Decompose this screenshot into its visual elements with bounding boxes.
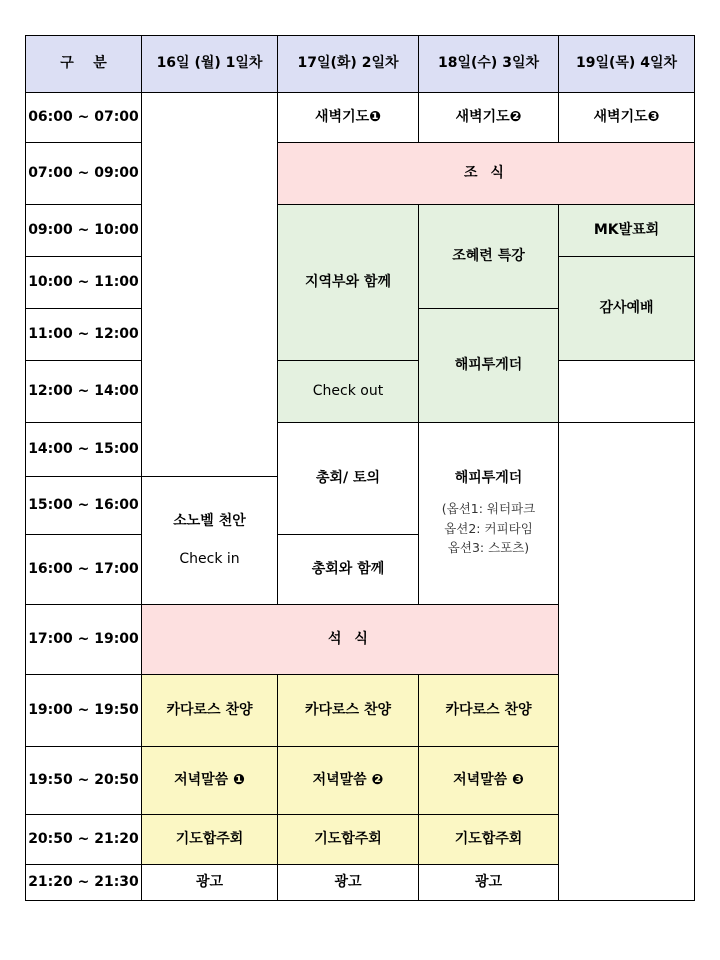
header-day1: 16일 (월) 1일차 bbox=[142, 36, 278, 93]
options-list bbox=[419, 499, 558, 557]
header-day4: 19일(목) 4일차 bbox=[559, 36, 695, 93]
time-cell: 21:20 ~ 21:30 bbox=[26, 865, 142, 901]
event-breakfast: 조 식 bbox=[278, 143, 695, 205]
event-announcement-day2: 광고 bbox=[278, 865, 419, 901]
event-dawn-prayer-1: 새벽기도❶ bbox=[278, 93, 419, 143]
header-row bbox=[26, 36, 695, 93]
time-cell: 14:00 ~ 15:00 bbox=[26, 423, 142, 477]
event-dawn-prayer-3: 새벽기도❸ bbox=[559, 93, 695, 143]
event-sermon-day2: 저녁말씀 ❷ bbox=[278, 747, 419, 815]
event-mk-presentation: MK발표회 bbox=[559, 205, 695, 257]
event-arrival bbox=[142, 477, 278, 605]
event-prayer-day3: 기도합주회 bbox=[419, 815, 559, 865]
event-sermon-day1: 저녁말씀 ❶ bbox=[142, 747, 278, 815]
table-row bbox=[26, 143, 695, 205]
time-cell: 20:50 ~ 21:20 bbox=[26, 815, 142, 865]
happy-together-label: 해피투게더 bbox=[454, 469, 523, 486]
event-thanksgiving-service: 감사예배 bbox=[559, 257, 695, 361]
time-cell: 19:00 ~ 19:50 bbox=[26, 675, 142, 747]
header-day2: 17일(화) 2일차 bbox=[278, 36, 419, 93]
checkin-label: Check in bbox=[179, 550, 240, 567]
time-cell: 11:00 ~ 12:00 bbox=[26, 309, 142, 361]
table-row bbox=[26, 205, 695, 257]
empty-day4-afternoon bbox=[559, 423, 695, 901]
event-happy-together-afternoon bbox=[419, 423, 559, 605]
option-2: 옵션2: 커피타임 bbox=[444, 520, 533, 536]
event-sermon-day3: 저녁말씀 ❸ bbox=[419, 747, 559, 815]
time-cell: 16:00 ~ 17:00 bbox=[26, 535, 142, 605]
event-dawn-prayer-2: 새벽기도❷ bbox=[419, 93, 559, 143]
event-dinner: 석 식 bbox=[142, 605, 559, 675]
time-cell: 09:00 ~ 10:00 bbox=[26, 205, 142, 257]
event-general-together: 총회와 함께 bbox=[278, 535, 419, 605]
header-day3: 18일(수) 3일차 bbox=[419, 36, 559, 93]
time-cell: 07:00 ~ 09:00 bbox=[26, 143, 142, 205]
table-row bbox=[26, 361, 695, 423]
event-special-lecture: 조혜련 특강 bbox=[419, 205, 559, 309]
event-praise-day1: 카다로스 찬양 bbox=[142, 675, 278, 747]
option-1: (옵션1: 워터파크 bbox=[441, 501, 536, 517]
event-regional: 지역부와 함께 bbox=[278, 205, 419, 361]
time-cell: 12:00 ~ 14:00 bbox=[26, 361, 142, 423]
time-cell: 10:00 ~ 11:00 bbox=[26, 257, 142, 309]
empty-day1-morning bbox=[142, 93, 278, 477]
event-checkout: Check out bbox=[278, 361, 419, 423]
event-general-discussion: 총회/ 토의 bbox=[278, 423, 419, 535]
event-announcement-day3: 광고 bbox=[419, 865, 559, 901]
event-praise-day2: 카다로스 찬양 bbox=[278, 675, 419, 747]
event-praise-day3: 카다로스 찬양 bbox=[419, 675, 559, 747]
event-announcement-day1: 광고 bbox=[142, 865, 278, 901]
event-prayer-day2: 기도합주회 bbox=[278, 815, 419, 865]
time-cell: 17:00 ~ 19:00 bbox=[26, 605, 142, 675]
table-row bbox=[26, 423, 695, 477]
schedule-table bbox=[25, 35, 695, 901]
arrival-place: 소노벨 천안 bbox=[173, 513, 246, 529]
time-cell: 15:00 ~ 16:00 bbox=[26, 477, 142, 535]
event-happy-together-morning: 해피투게더 bbox=[419, 309, 559, 423]
header-category: 구 분 bbox=[26, 36, 142, 93]
option-3: 옵션3: 스포츠) bbox=[447, 539, 530, 555]
event-prayer-day1: 기도합주회 bbox=[142, 815, 278, 865]
table-row bbox=[26, 93, 695, 143]
time-cell: 19:50 ~ 20:50 bbox=[26, 747, 142, 815]
time-cell: 06:00 ~ 07:00 bbox=[26, 93, 142, 143]
